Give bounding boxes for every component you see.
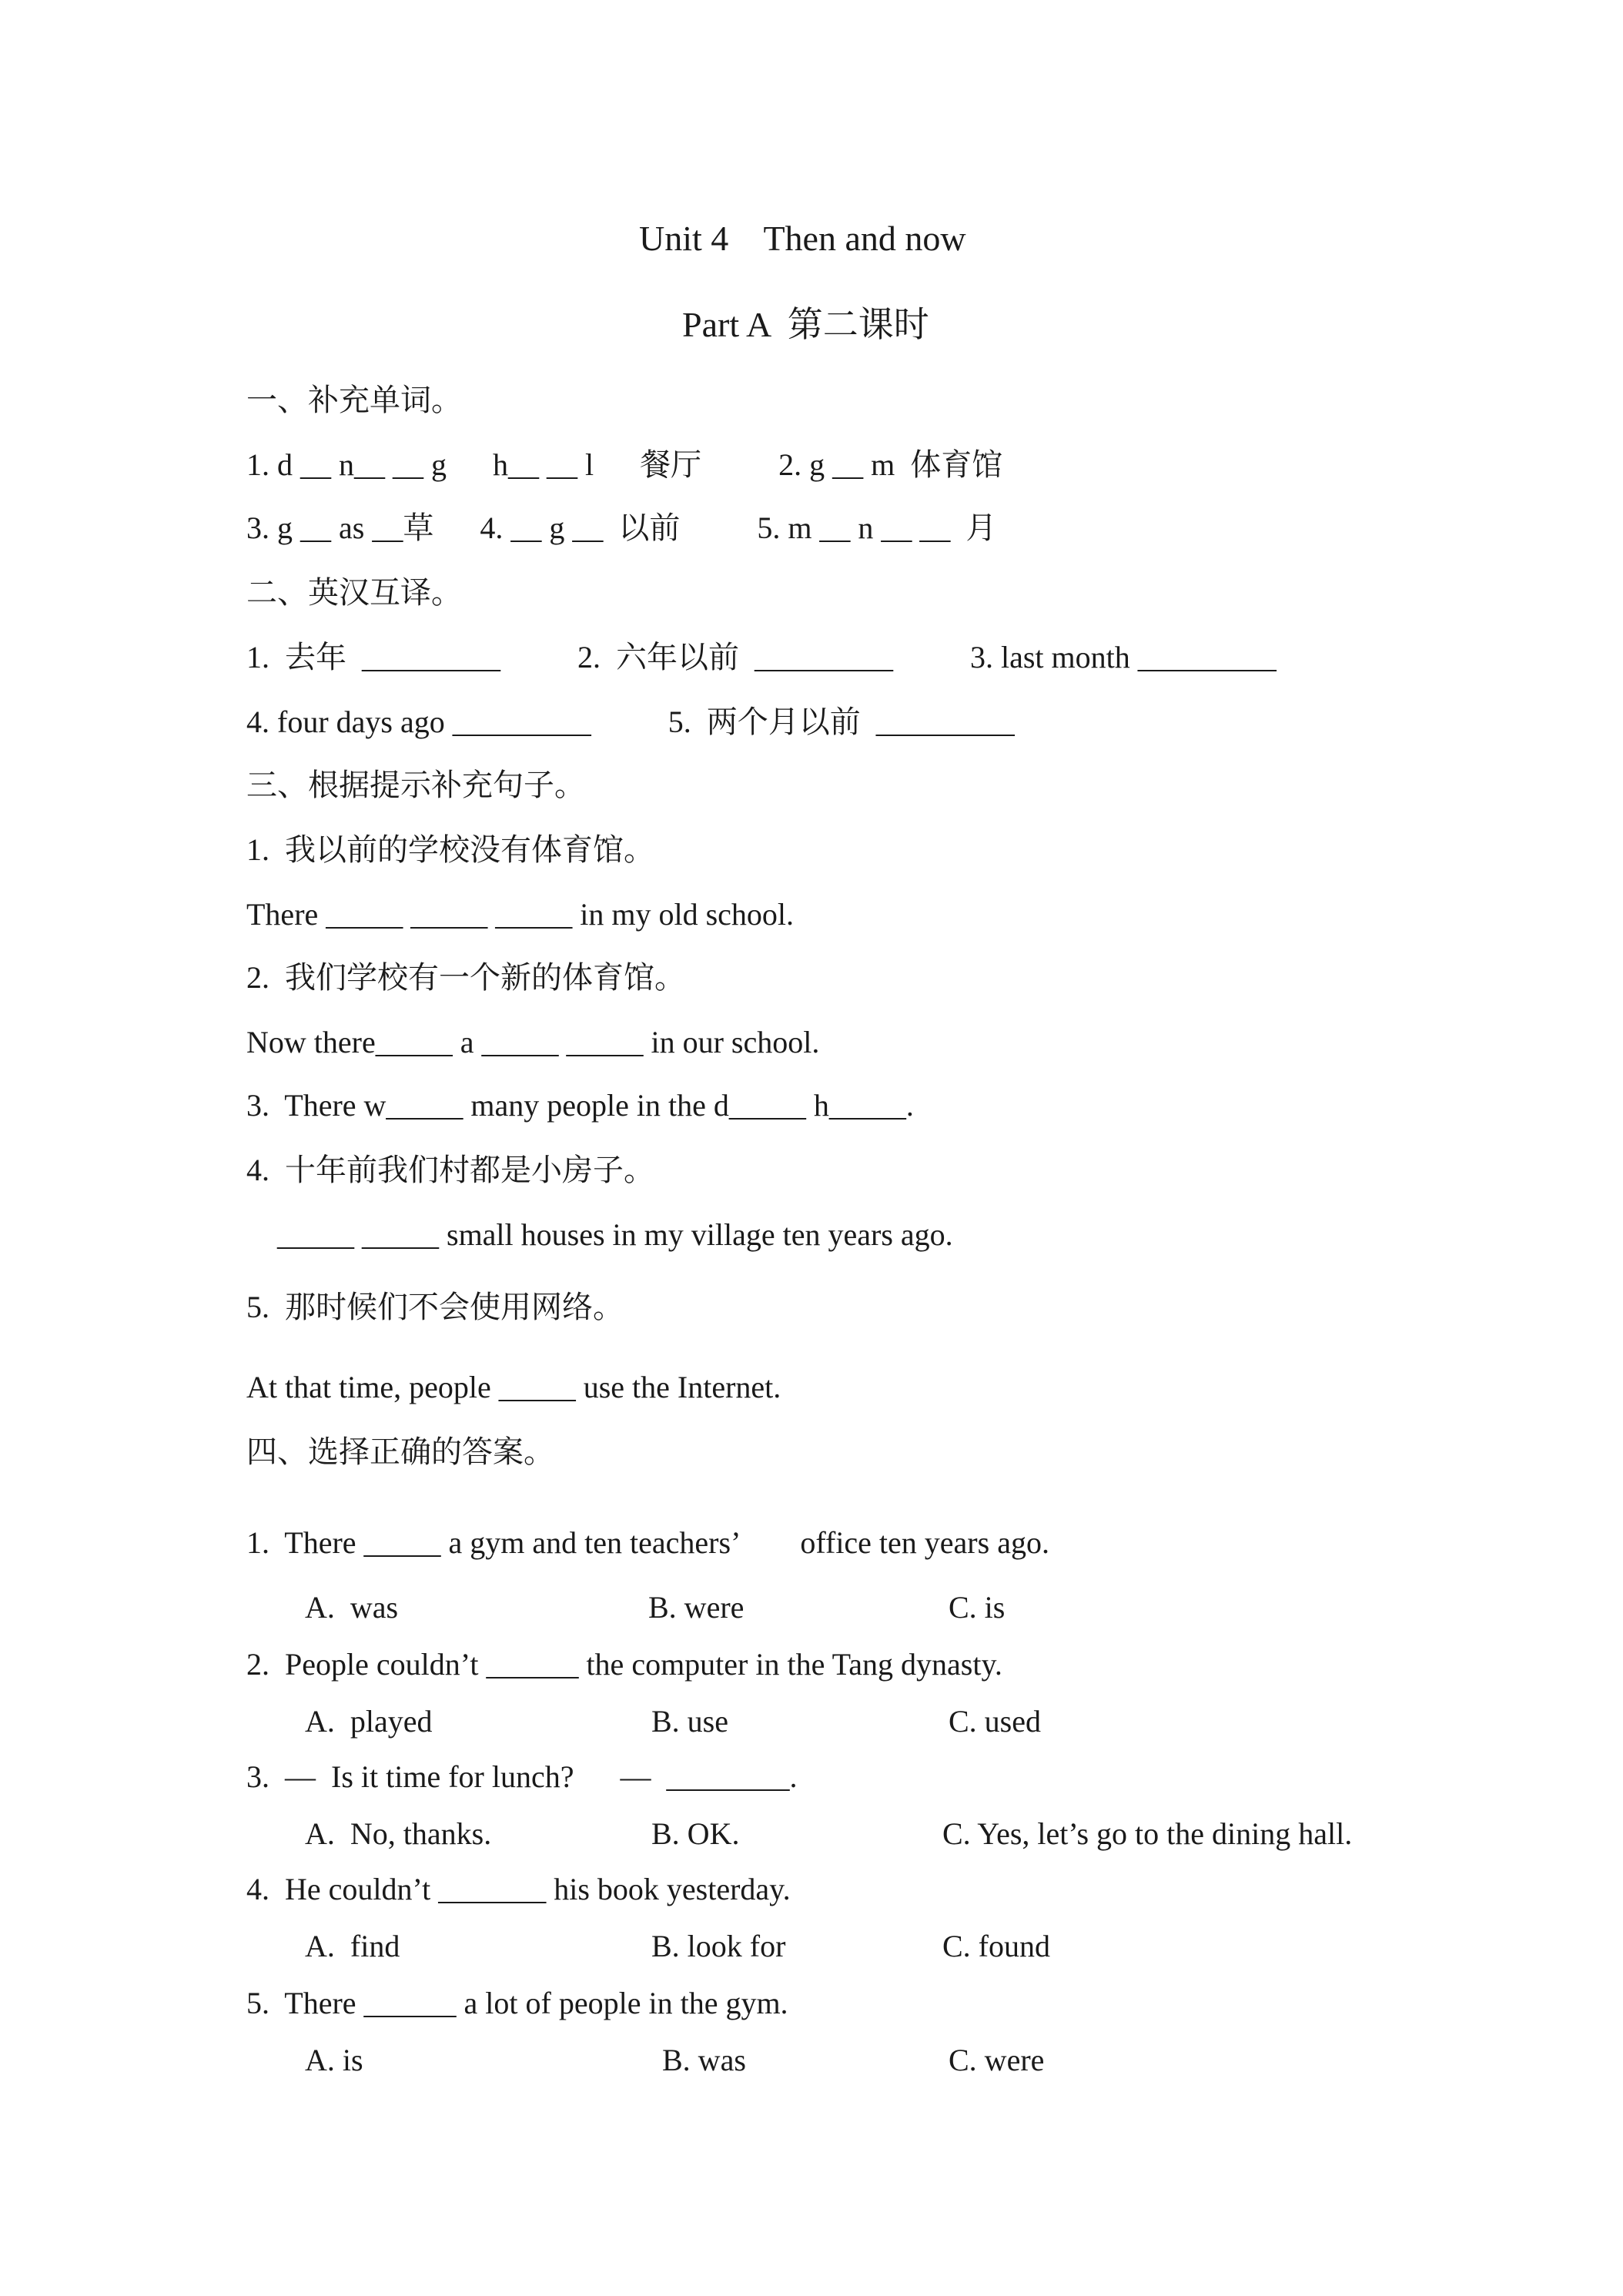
part-title: Part A 第二课时 — [682, 305, 929, 344]
section-2-row-2: 4. four days ago _________ 5. 两个月以前 _________ — [246, 705, 1015, 739]
question-5-option-a: A. is — [305, 2043, 363, 2077]
question-4-option-c: C. found — [942, 1929, 1050, 1963]
section-3-item: _____ _____ small houses in my village ten years ago. — [277, 1217, 953, 1252]
question-5: 5. There ______ a lot of people in the gym. — [246, 1986, 788, 2020]
question-1-option-a: A. was — [305, 1590, 399, 1625]
question-4-option-b: B. look for — [651, 1929, 786, 1963]
question-2: 2. People couldn’t ______ the computer in the Tang dynasty. — [246, 1647, 1002, 1682]
question-4: 4. He couldn’t _______ his book yesterday. — [246, 1872, 791, 1906]
question-2-option-c: C. used — [949, 1704, 1041, 1739]
question-5-option-c: C. were — [949, 2043, 1045, 2077]
question-4-option-a: A. find — [305, 1929, 400, 1963]
question-1-option-c: C. is — [949, 1590, 1006, 1625]
section-3-item: At that time, people _____ use the Internet. — [246, 1370, 781, 1404]
question-1: 1. There _____ a gym and ten teachers’ office ten years ago. — [246, 1525, 1049, 1560]
section-3-item: 2. 我们学校有一个新的体育馆。 — [246, 960, 685, 995]
question-3: 3. — Is it time for lunch? — ________. — [246, 1759, 798, 1794]
section-3-item: 1. 我以前的学校没有体育馆。 — [246, 832, 654, 867]
section-2-row-1: 1. 去年 _________ 2. 六年以前 _________ 3. last month _________ — [246, 640, 1277, 674]
question-1-option-b: B. were — [648, 1590, 745, 1625]
section-1-heading: 一、补充单词。 — [246, 383, 462, 417]
section-3-item: There _____ _____ _____ in my old school. — [246, 897, 795, 932]
question-3-option-a: A. No, thanks. — [305, 1816, 492, 1851]
question-3-option-c: C. Yes, let’s go to the dining hall. — [942, 1816, 1353, 1851]
section-3-item: 3. There w_____ many people in the d_____ h_____. — [246, 1088, 914, 1123]
section-3-item: 5. 那时候们不会使用网络。 — [246, 1290, 624, 1324]
section-3-heading: 三、根据提示补充句子。 — [246, 768, 585, 802]
section-4-heading: 四、选择正确的答案。 — [246, 1434, 554, 1469]
question-3-option-b: B. OK. — [651, 1816, 740, 1851]
question-5-option-b: B. was — [662, 2043, 746, 2077]
section-2-heading: 二、英汉互译。 — [246, 575, 462, 610]
section-1-row-1: 1. d __ n__ __ g h__ __ l 餐厅 2. g __ m 体育馆 — [246, 447, 1003, 482]
unit-title: Unit 4 Then and now — [639, 219, 966, 258]
section-3-item: 4. 十年前我们村都是小房子。 — [246, 1153, 654, 1187]
section-3-item: Now there_____ a _____ _____ in our school. — [246, 1025, 820, 1059]
question-2-option-b: B. use — [651, 1704, 728, 1739]
question-2-option-a: A. played — [305, 1704, 433, 1739]
section-1-row-2: 3. g __ as __草 4. __ g __ 以前 5. m __ n __ __ 月 — [246, 510, 997, 545]
